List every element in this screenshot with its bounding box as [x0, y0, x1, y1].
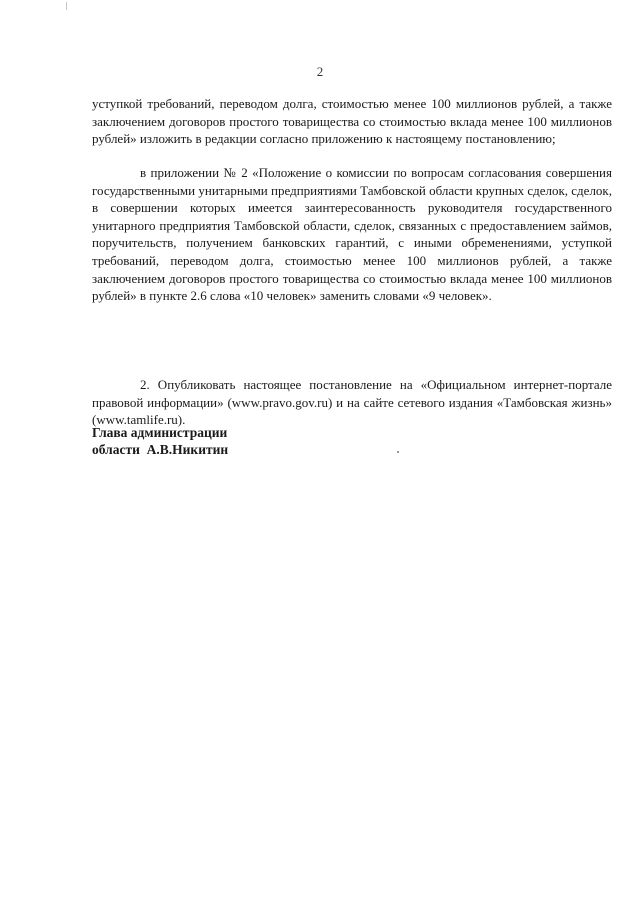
- page-number: 2: [316, 64, 324, 79]
- scan-dot-mark: [397, 451, 399, 453]
- paragraph-continuation: уступкой требований, переводом долга, стоимостью менее 100 миллионов рублей, а также заключением договоров простого товарищества со стоимостью вклада менее 100 миллионов рублей» изложить в редакции согласно приложению к настоящему постановлению;: [92, 96, 612, 147]
- paragraph-publication: 2. Опубликовать настоящее постановление на «Официальном интернет-портале правовой информации» (www.pravo.gov.ru) и на сайте сетевого издания «Тамбовская жизнь» (www.tamlife.ru).: [92, 377, 612, 428]
- signature-block: [92, 425, 228, 458]
- paragraph-appendix-2-amendment: в приложении № 2 «Положение о комиссии по вопросам согласования совершения государственными унитарными предприятиями Тамбовской области крупных сделок, сделок, в совершении которых имеется заинтересованность руководителя государственного унитарного предприятия Тамбовской области, сделок, связанных с предоставлением займов, поручительств, получением банковских гарантий, с иными обременениями, уступкой требований, переводом долга, стоимостью менее 100 миллионов рублей, а также заключением договоров простого товарищества со стоимостью вклада менее 100 миллионов рублей» в пункте 2.6 слова «10 человек» заменить словами «9 человек».: [92, 165, 612, 304]
- signature-name: области А.В.Никитин: [92, 441, 229, 457]
- scan-tick-mark: [66, 2, 67, 10]
- signature-title: Глава администрации: [92, 425, 228, 440]
